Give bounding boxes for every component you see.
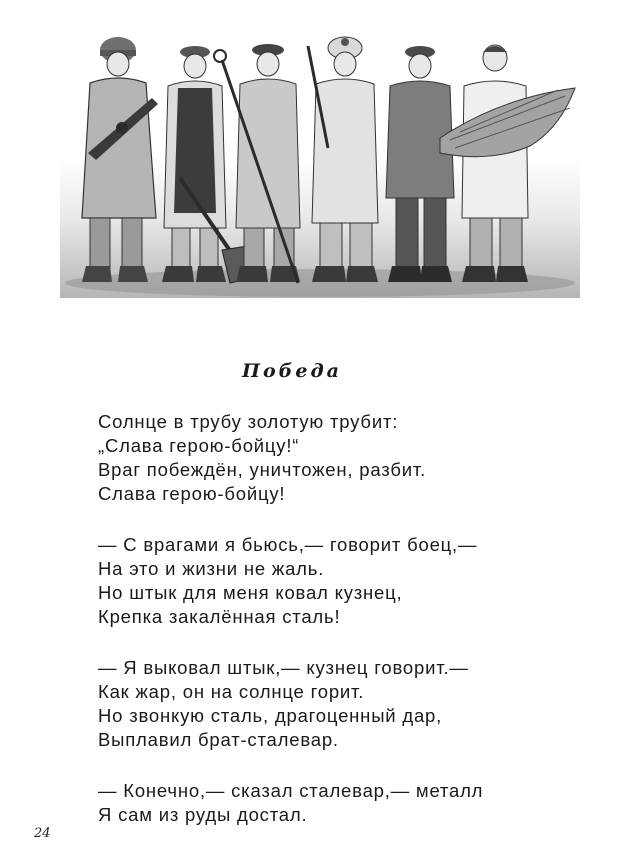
poem-line: — С врагами я бьюсь,— говорит боец,— [98, 534, 478, 555]
poem-line: На это и жизни не жаль. [98, 558, 325, 579]
poem-body [98, 410, 578, 854]
poem-line: Крепка закалённая сталь! [98, 606, 341, 627]
poem-line: — Я выковал штык,— кузнец говорит.— [98, 657, 469, 678]
poem-line: Выплавил брат-сталевар. [98, 729, 339, 750]
poem-line: Как жар, он на солнце горит. [98, 681, 365, 702]
poem-line: Но штык для меня ковал кузнец, [98, 582, 403, 603]
poem-line: Враг побеждён, уничтожен, разбит. [98, 459, 427, 480]
stanza [98, 533, 578, 629]
stanza [98, 410, 578, 506]
poem-line: Я сам из руды достал. [98, 804, 308, 825]
illustration-six-figures [60, 28, 580, 298]
poem-title: Победа [242, 360, 342, 382]
stanza [98, 656, 578, 752]
stanza [98, 779, 578, 827]
poem-line: Но звонкую сталь, драгоценный дар, [98, 705, 443, 726]
page-number: 24 [34, 826, 51, 841]
poem-line: „Слава герою-бойцу!“ [98, 435, 300, 456]
poem-line: Солнце в трубу золотую трубит: [98, 411, 399, 432]
poem-line: — Конечно,— сказал сталевар,— металл [98, 780, 484, 801]
poem-line: Слава герою-бойцу! [98, 483, 286, 504]
